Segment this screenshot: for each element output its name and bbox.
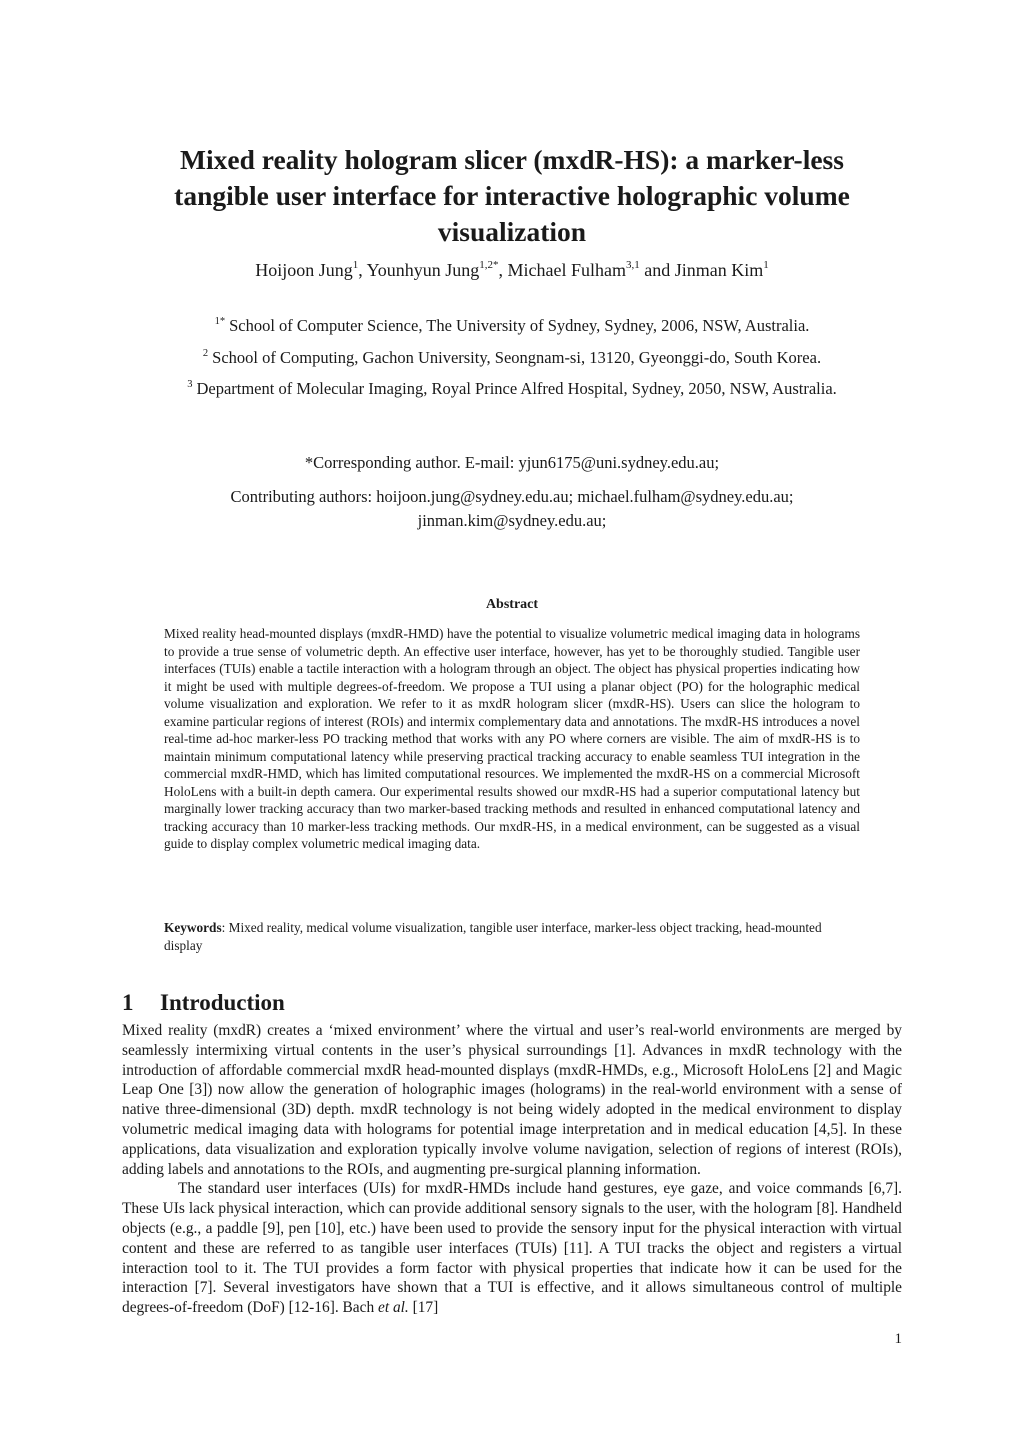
author-name: Jinman Kim [674, 260, 764, 280]
author-separator: , [358, 260, 367, 280]
affiliation-mark: 2 [202, 347, 209, 359]
paragraph-text: The standard user interfaces (UIs) for mxdR-HMDs include hand gestures, eye gaze, and voice commands [6,7]. These UIs lack physical interaction, which can provide additional sensory signals to the user, with the hologram [8]. Handheld objects (e.g., a paddle [9], pen [10], etc.) have been used to provide the sensory input for the physical interaction with virtual content and these are referred to as tangible user interfaces (TUIs) [11]. A TUI tracks the object and registers a virtual interaction tool to it. The TUI provides a form factor with physical properties that indicate how it can be used for the interaction [7]. Several investigators have shown that a TUI is effective, and it allows simultaneous control of multiple degrees-of-freedom (DoF) [12-16]. Bach [122, 1180, 902, 1317]
page-number: 1 [894, 1331, 902, 1347]
author-affiliation-mark: 3,1 [626, 259, 640, 271]
title-line-1: Mixed reality hologram slicer (mxdR-HS): a marker-less [180, 144, 844, 175]
section-title: Introduction [160, 990, 285, 1015]
affiliation-mark: 1* [214, 316, 226, 327]
contributing-authors-line-1: Contributing authors: hoijoon.jung@sydney.edu.au; michael.fulham@sydney.edu.au; [230, 487, 794, 506]
affiliation [60, 310, 964, 342]
spacer [80, 475, 944, 485]
contact-info [80, 451, 944, 533]
corresponding-author: *Corresponding author. E-mail: yjun6175@uni.sydney.edu.au; [304, 453, 720, 472]
author-separator: , [498, 260, 508, 280]
author-name: Hoijoon Jung [255, 260, 353, 280]
keywords [164, 919, 860, 954]
author-separator: and [639, 260, 675, 280]
affiliation-list [60, 310, 964, 405]
paragraph [122, 1179, 902, 1318]
paragraph-tail: [17] [408, 1299, 439, 1317]
section-number: 1 [122, 990, 134, 1015]
affiliation-mark: 3 [187, 379, 193, 390]
italic-text: et al. [377, 1299, 409, 1317]
affiliation-text: School of Computing, Gachon University, Seongnam-si, 13120, Gyeonggi-do, South Korea. [212, 347, 822, 367]
title-line-3: visualization [437, 216, 587, 247]
author-affiliation-mark: 1,2* [479, 259, 499, 271]
abstract-heading: Abstract [485, 597, 539, 612]
section-body [122, 1021, 902, 1318]
author-affiliation-mark: 1 [352, 259, 359, 271]
keywords-label: Keywords [164, 920, 222, 935]
author-affiliation-mark: 1 [763, 259, 769, 271]
affiliation [60, 342, 964, 374]
affiliation [60, 373, 964, 405]
affiliation-text: Department of Molecular Imaging, Royal Prince Alfred Hospital, Sydney, 2050, NSW, Australia. [196, 379, 837, 398]
author-name: Michael Fulham [507, 260, 627, 280]
author-list [100, 258, 924, 282]
paper-title [120, 142, 904, 250]
author-name: Younhyun Jung [366, 260, 480, 280]
section-heading [122, 988, 285, 1018]
contributing-authors-line-2: jinman.kim@sydney.edu.au; [417, 511, 607, 530]
affiliation-text: School of Computer Science, The University of Sydney, Sydney, 2006, NSW, Australia. [229, 316, 810, 335]
keywords-text: : Mixed reality, medical volume visualization, tangible user interface, marker-less object tracking, head-mounted display [164, 920, 822, 953]
title-line-2: tangible user interface for interactive holographic volume [174, 180, 850, 211]
abstract-text: Mixed reality head-mounted displays (mxdR-HMD) have the potential to visualize volumetric medical imaging data in holograms to provide a true sense of volumetric depth. An effective user interface, however, has yet to be thoroughly studied. Tangible user interfaces (TUIs) enable a tactile interaction with a hologram through an object. The object has physical properties indicating how it might be used with multiple degrees-of-freedom. We propose a TUI using a planar object (PO) for the holographic medical volume visualization and exploration. We refer to it as mxdR hologram slicer (mxdR-HS). Users can slice the hologram to examine particular regions of interest (ROIs) and intermix complementary data and annotations. The mxdR-HS introduces a novel real-time ad-hoc marker-less PO tracking method that works with any PO where corners are visible. The aim of mxdR-HS is to maintain minimum computational latency while preserving practical tracking accuracy to enable seamless TUI integration in the commercial mxdR-HMD, which has limited computational resources. We implemented the mxdR-HS on a commercial Microsoft HoloLens with a built-in depth camera. Our experimental results showed our mxdR-HS had a superior computational latency but marginally lower tracking accuracy than two marker-based tracking methods and resulted in enhanced computational latency and tracking accuracy than 10 marker-less tracking methods. Our mxdR-HS, in a medical environment, can be suggested as a visual guide to display complex volumetric medical imaging data. [164, 626, 860, 851]
paragraph: Mixed reality (mxdR) creates a ‘mixed environment’ where the virtual and user’s real-world environments are merged by seamlessly intermixing virtual contents in the user’s physical surroundings [1]. Advances in mxdR technology with the introduction of affordable commercial mxdR head-mounted displays (mxdR-HMDs, e.g., Microsoft HoloLens [2] and Magic Leap One [3]) now allow the generation of holographic images (holograms) in the real-world environment with a sense of native three-dimensional (3D) depth. mxdR technology is not being widely adopted in the medical environment to display volumetric medical imaging data with holograms for potential image interpretation and in medical education [4,5]. In these applications, data visualization and exploration typically involve volume navigation, selection of regions of interest (ROIs), adding labels and annotations to the ROIs, and augmenting pre-surgical planning information. [122, 1022, 902, 1178]
